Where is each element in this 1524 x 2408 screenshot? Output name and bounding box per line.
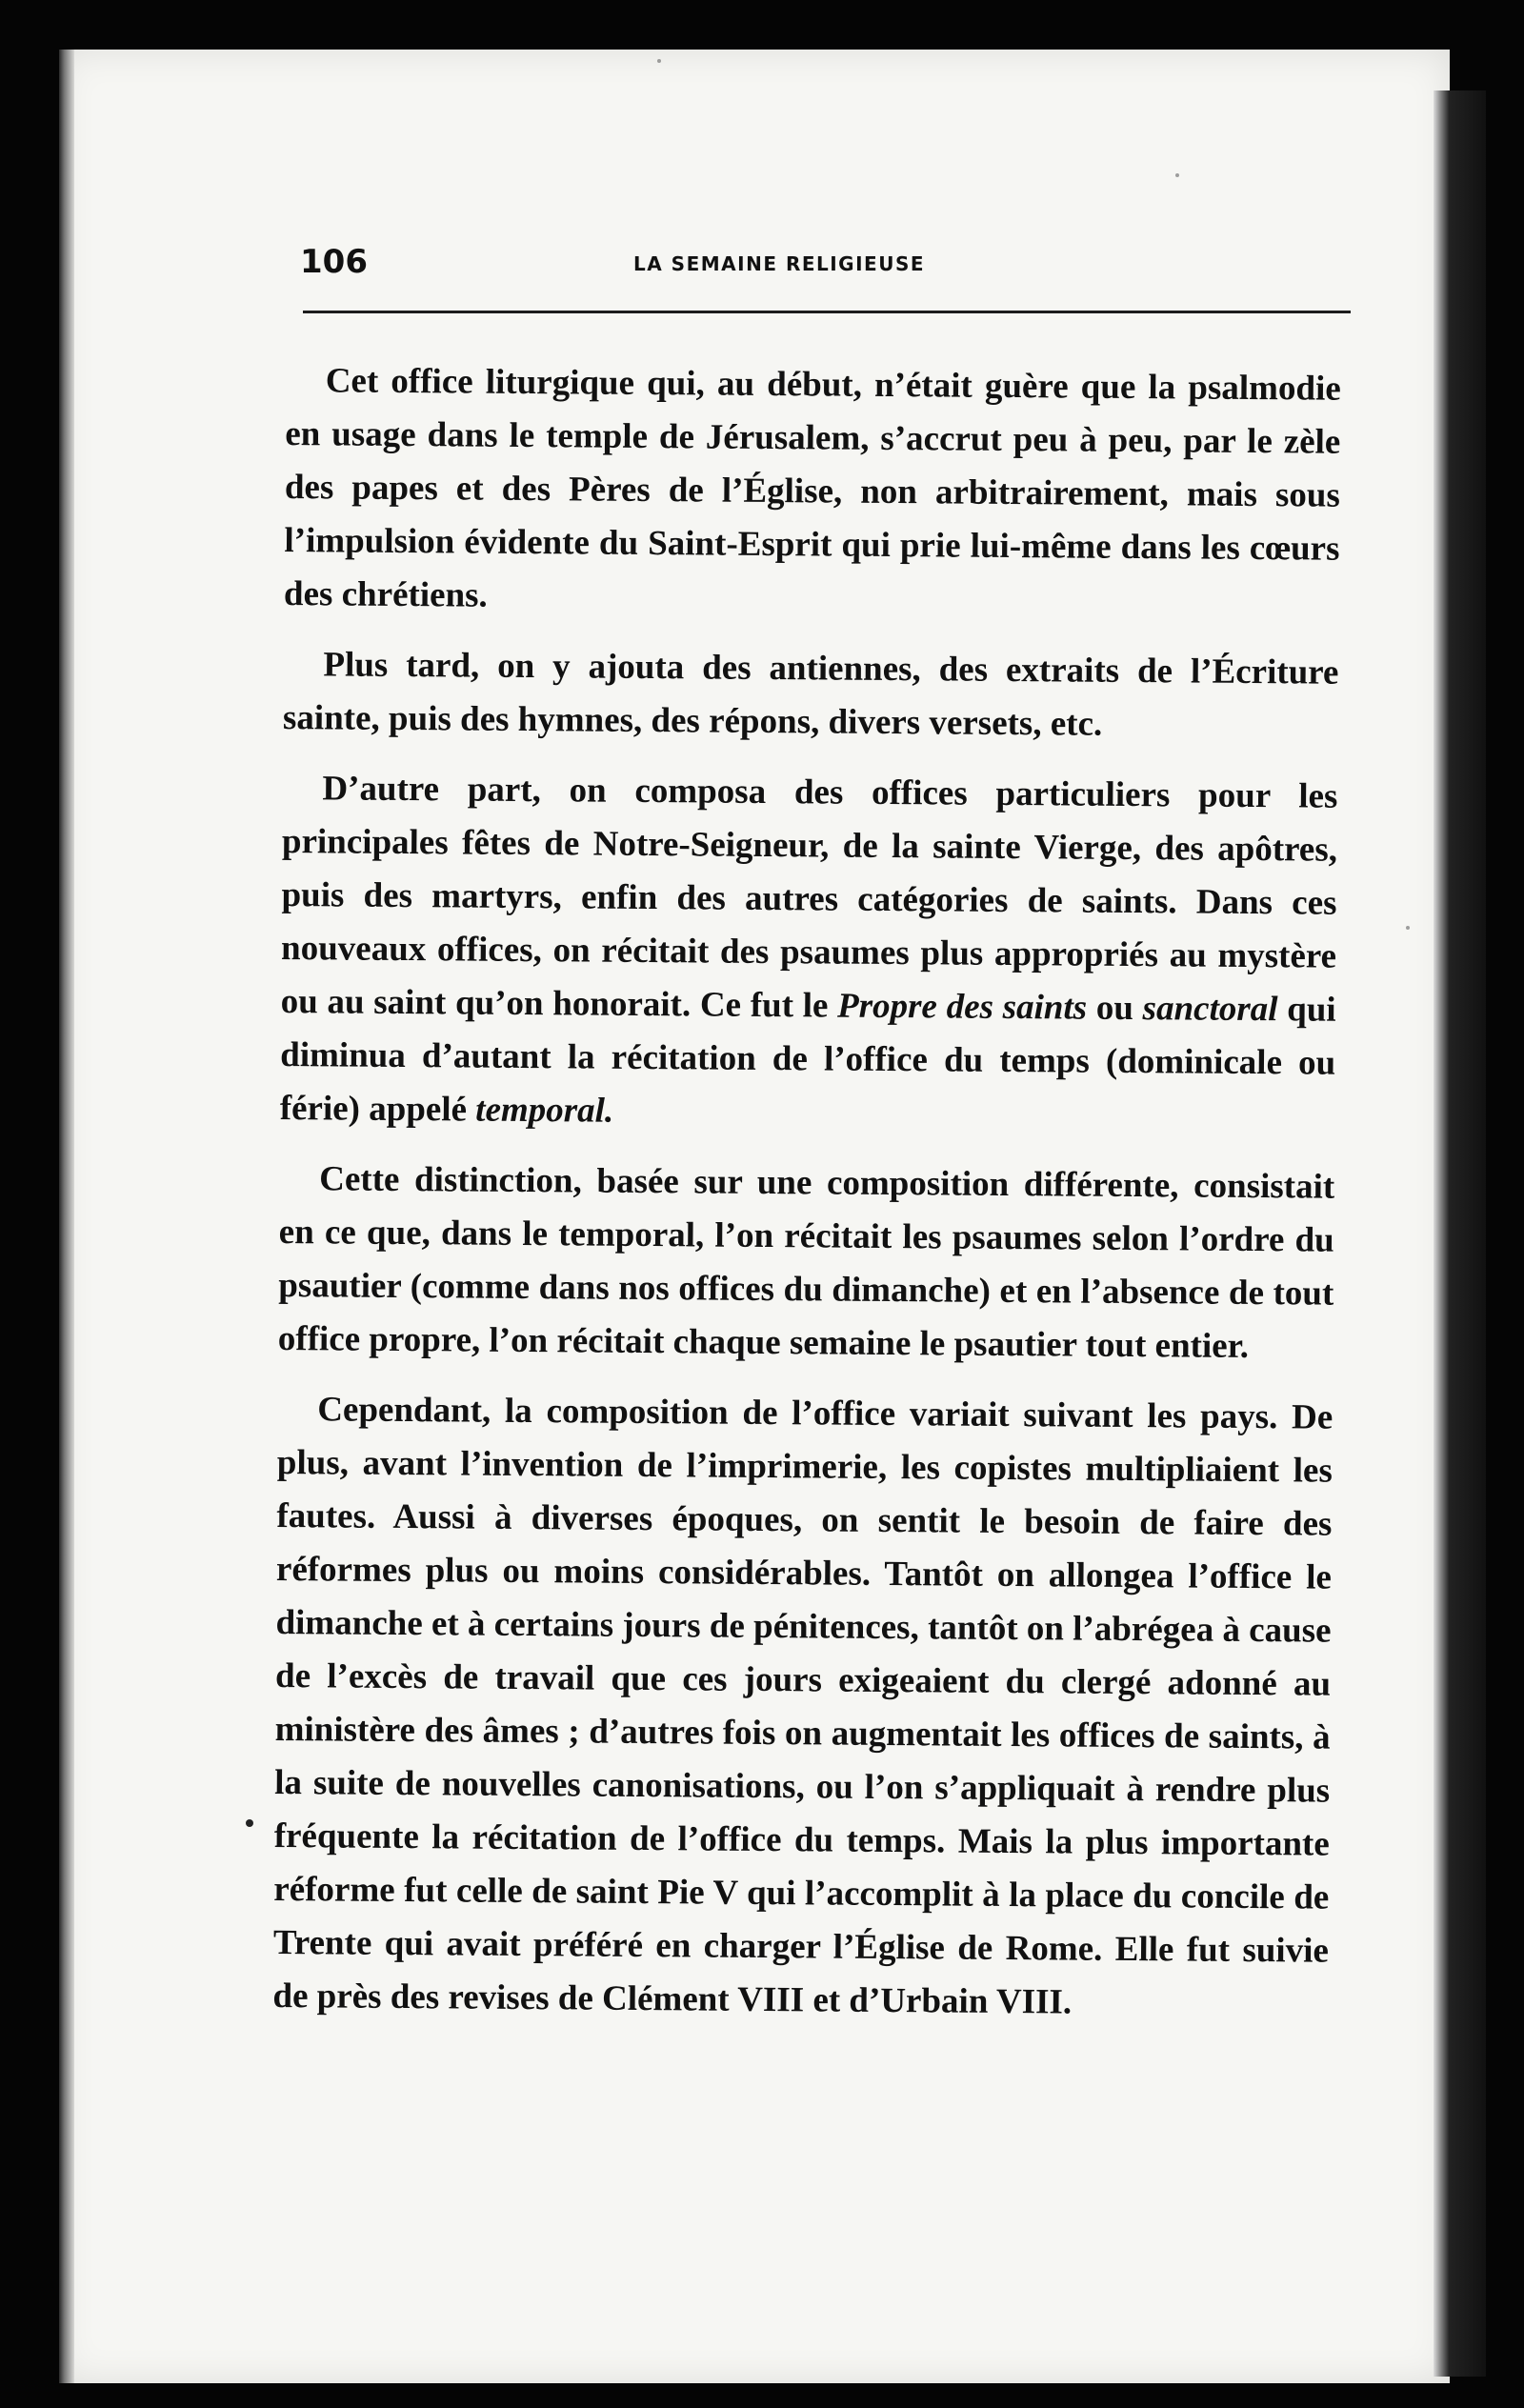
page-right-edge-shadow (1434, 90, 1486, 2377)
paragraph-4 (278, 1153, 1335, 1375)
paragraph-5-text: Cependant, la composition de l’office variait suivant les pays. De plus, avant l’invention de l’imprimerie, les copistes multipliaient les fautes. Aussi à diverses époques, on sentit le besoin de faire des réformes plus ou moins considérables. Tantôt on allongea l’office le dimanche et à certains jours de pénitences, tantôt on l’abrégea à cause de l’excès de travail que ces jours exigeaient du clergé adonné au ministère des âmes ; d’autres fois on augmentait les offices de saints, à la suite de nouvelles canonisations, ou l’on s’appliquait à rendre plus fréquente la récitation de l’office du temps. Mais la plus importante réforme fut celle de saint Pie V qui l’accomplit à la place du concile de Trente qui avait préféré en charger l’Église de Rome. Elle fut suivie de près des revises de Clément VIII et d’Urbain VIII. (272, 1390, 1334, 2022)
page-left-edge (59, 50, 74, 2383)
paragraph-2 (283, 638, 1339, 753)
sanctoral-term: sanctoral (1142, 989, 1278, 1030)
scan-speck (1406, 926, 1410, 930)
paragraph-2-text: Plus tard, on y ajouta des antiennes, des extraits de l’Écriture sainte, puis des hymnes, des répons, divers versets, etc. (282, 645, 1339, 744)
margin-dot (246, 1819, 253, 1827)
page-number: 106 (300, 243, 368, 281)
paragraph-5 (272, 1383, 1333, 2032)
running-head: LA SEMAINE RELIGIEUSE (633, 252, 926, 275)
page-header (300, 243, 1362, 310)
paragraph-4-text: Cette distinction, basée sur une composition différente, consistait en ce que, dans le temporal, l’on récitait les psaumes selon l’ordre du psautier (comme dans nos offices du dimanche) et en l’absence de tout office propre, l’on récitait chaque semaine le psautier tout entier. (277, 1159, 1335, 1366)
paragraph-3 (280, 762, 1338, 1144)
paragraph-3-connector: ou (1086, 988, 1143, 1029)
paragraph-1-text: Cet office liturgique qui, au début, n’était guère que la psalmodie en usage dans le temple de Jérusalem, s’accrut peu à peu, par le zèle des papes et des Pères de l’Église, non arbitrairement, mais sous l’impulsion évidente du Saint-Esprit qui prie lui-même dans les cœurs des chrétiens. (283, 361, 1341, 615)
body-text (272, 354, 1341, 2032)
scan-speck (657, 59, 661, 63)
paragraph-3-text-start: D’autre part, on composa des offices particuliers pour les principales fêtes de Notre-Seigneur, de la sainte Vierge, des apôtres, puis des martyrs, enfin des autres catégories de saints. Dans ces nouveaux offices, on récitait des psaumes plus appropriés au mystère ou au saint qu’on honorait. Ce fut le (280, 769, 1338, 1026)
scan-speck (1175, 173, 1179, 177)
paragraph-1 (284, 354, 1341, 630)
paragraph-3-text-end: qui diminua d’autant la récitation de l’office du temps (dominicale ou férie) appelé (279, 990, 1336, 1130)
temporal-term: temporal. (475, 1090, 614, 1131)
header-rule (303, 311, 1351, 313)
propre-des-saints: Propre des saints (836, 986, 1088, 1028)
